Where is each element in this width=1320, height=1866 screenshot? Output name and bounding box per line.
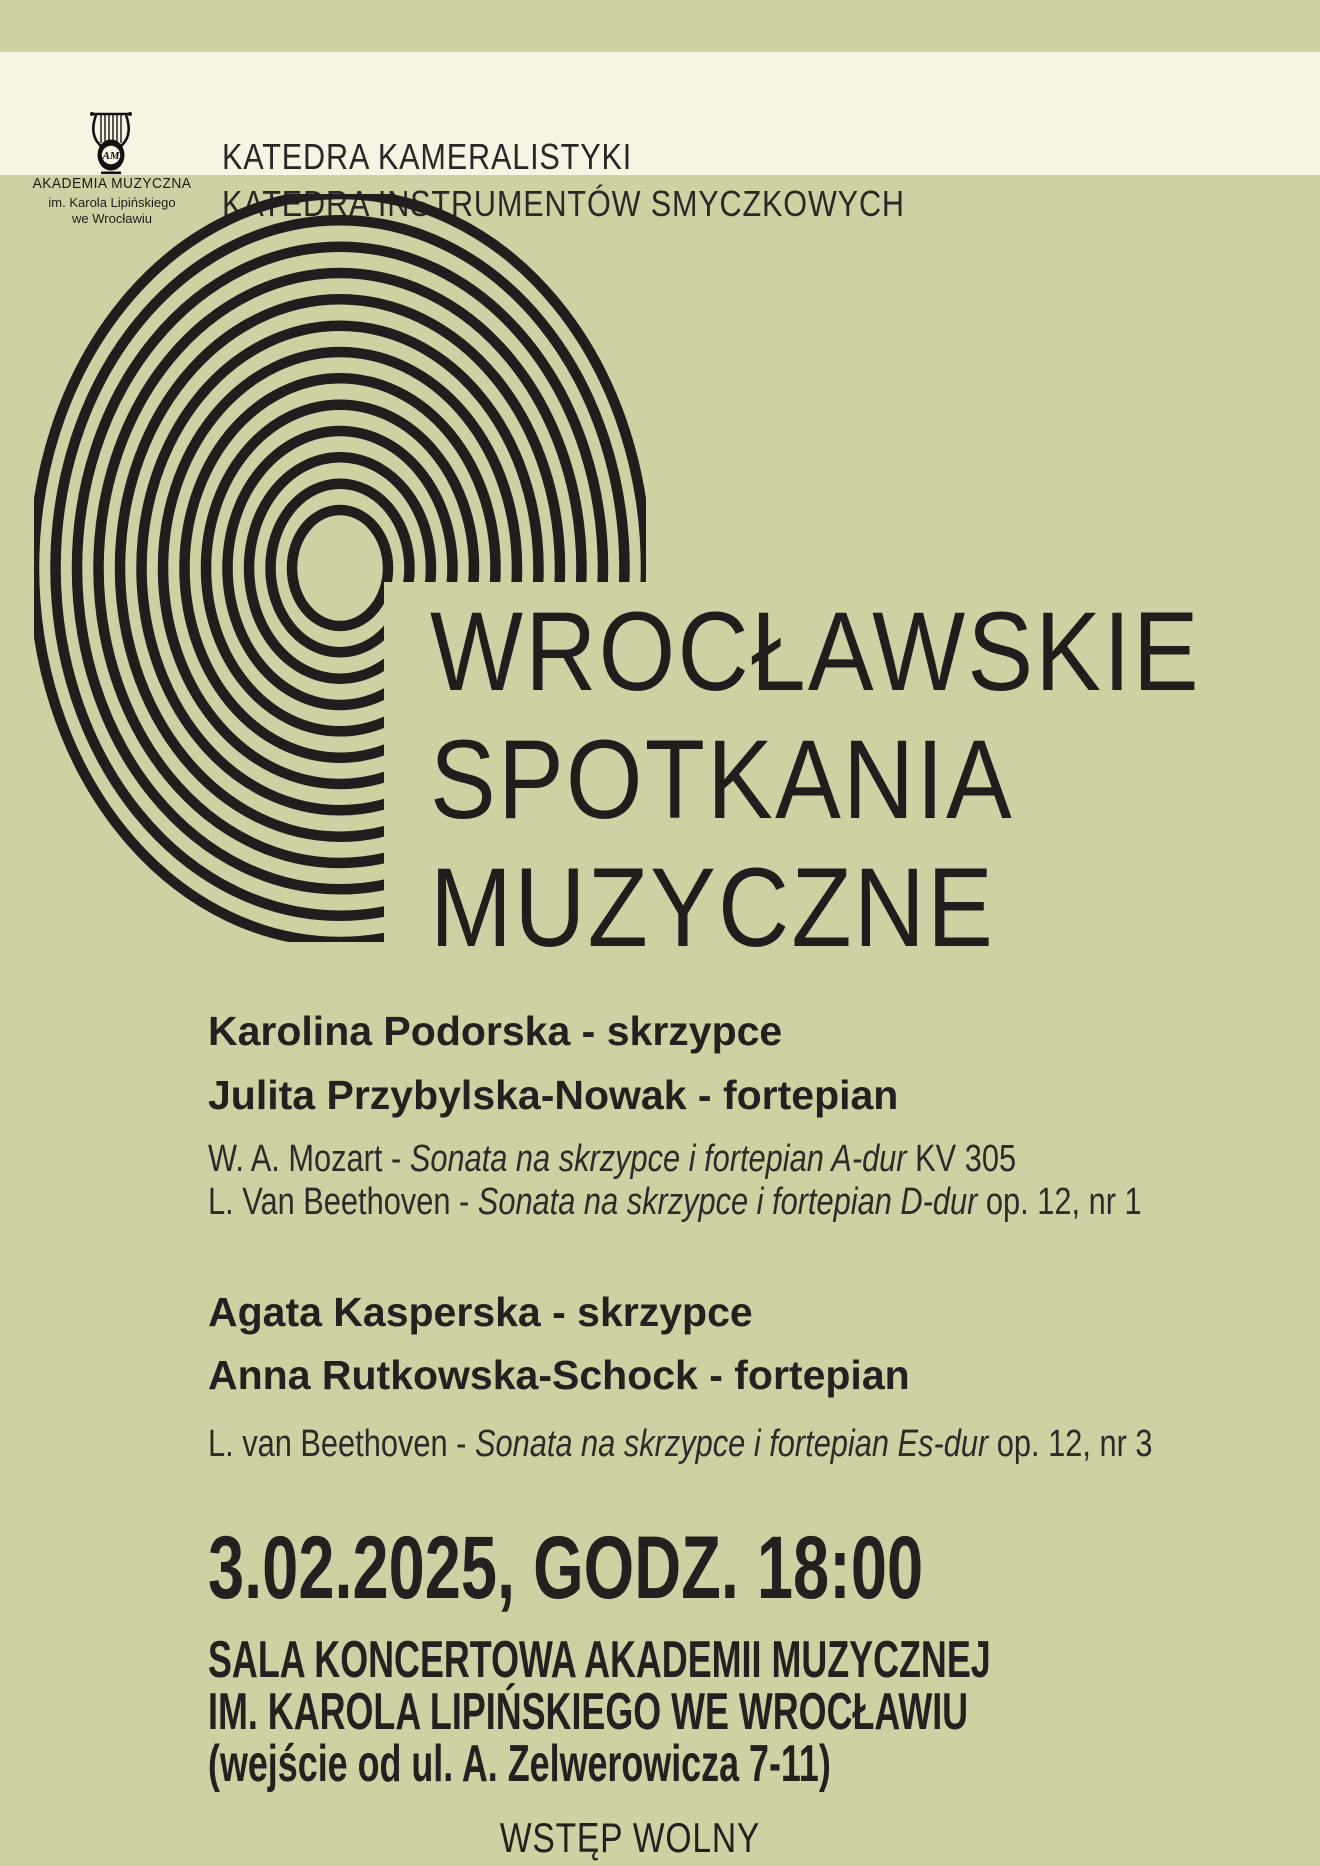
academy-name: AKADEMIA MUZYCZNA (32, 175, 192, 192)
department-line-1: KATEDRA KAMERALISTYKI (222, 136, 633, 177)
performer-piano-1: Julita Przybylska-Nowak - fortepian (208, 1072, 899, 1118)
venue-entrance-note: (wejście od ul. A. Zelwerowicza 7-11) (208, 1735, 831, 1793)
academy-dedication: im. Karola Lipińskiego (48, 195, 176, 210)
department-line-2: KATEDRA INSTRUMENTÓW SMYCZKOWYCH (222, 183, 905, 224)
piece-composer: L. van Beethoven - (208, 1423, 475, 1465)
title-line-1: WROCŁAWSKIE (430, 589, 1201, 714)
performer-violin-1: Karolina Podorska - skrzypce (208, 1008, 783, 1054)
academy-monogram: AM (102, 150, 120, 162)
venue-line-1: SALA KONCERTOWA AKADEMII MUZYCZNEJ (208, 1631, 991, 1689)
title-line-2: SPOTKANIA (430, 717, 1014, 842)
event-datetime: 3.02.2025, GODZ. 18:00 (208, 1517, 924, 1617)
piece-work-title: Sonata na skrzypce i fortepian D-dur (477, 1181, 978, 1223)
piece-details: KV 305 (906, 1138, 1017, 1180)
program-piece-beethoven-2 (208, 1425, 1152, 1463)
program-piece-mozart (208, 1140, 1016, 1178)
piece-details: op. 12, nr 1 (977, 1181, 1142, 1223)
piece-details: op. 12, nr 3 (988, 1423, 1153, 1465)
piece-composer: L. Van Beethoven - (208, 1181, 478, 1223)
piece-work-title: Sonata na skrzypce i fortepian A-dur (409, 1138, 907, 1180)
piece-composer: W. A. Mozart - (208, 1138, 410, 1180)
program-piece-beethoven-1 (208, 1183, 1142, 1221)
lyre-icon (88, 107, 134, 175)
performer-piano-2: Anna Rutkowska-Schock - fortepian (208, 1352, 910, 1398)
academy-city: we Wrocławiu (72, 211, 152, 226)
piece-work-title: Sonata na skrzypce i fortepian Es-dur (474, 1423, 989, 1465)
title-line-3: MUZYCZNE (430, 845, 996, 970)
header-band (0, 52, 1320, 226)
admission-note: WSTĘP WOLNY (499, 1814, 761, 1861)
performer-violin-2: Agata Kasperska - skrzypce (208, 1289, 753, 1335)
venue-line-2: IM. KAROLA LIPIŃSKIEGO WE WROCŁAWIU (208, 1683, 969, 1741)
